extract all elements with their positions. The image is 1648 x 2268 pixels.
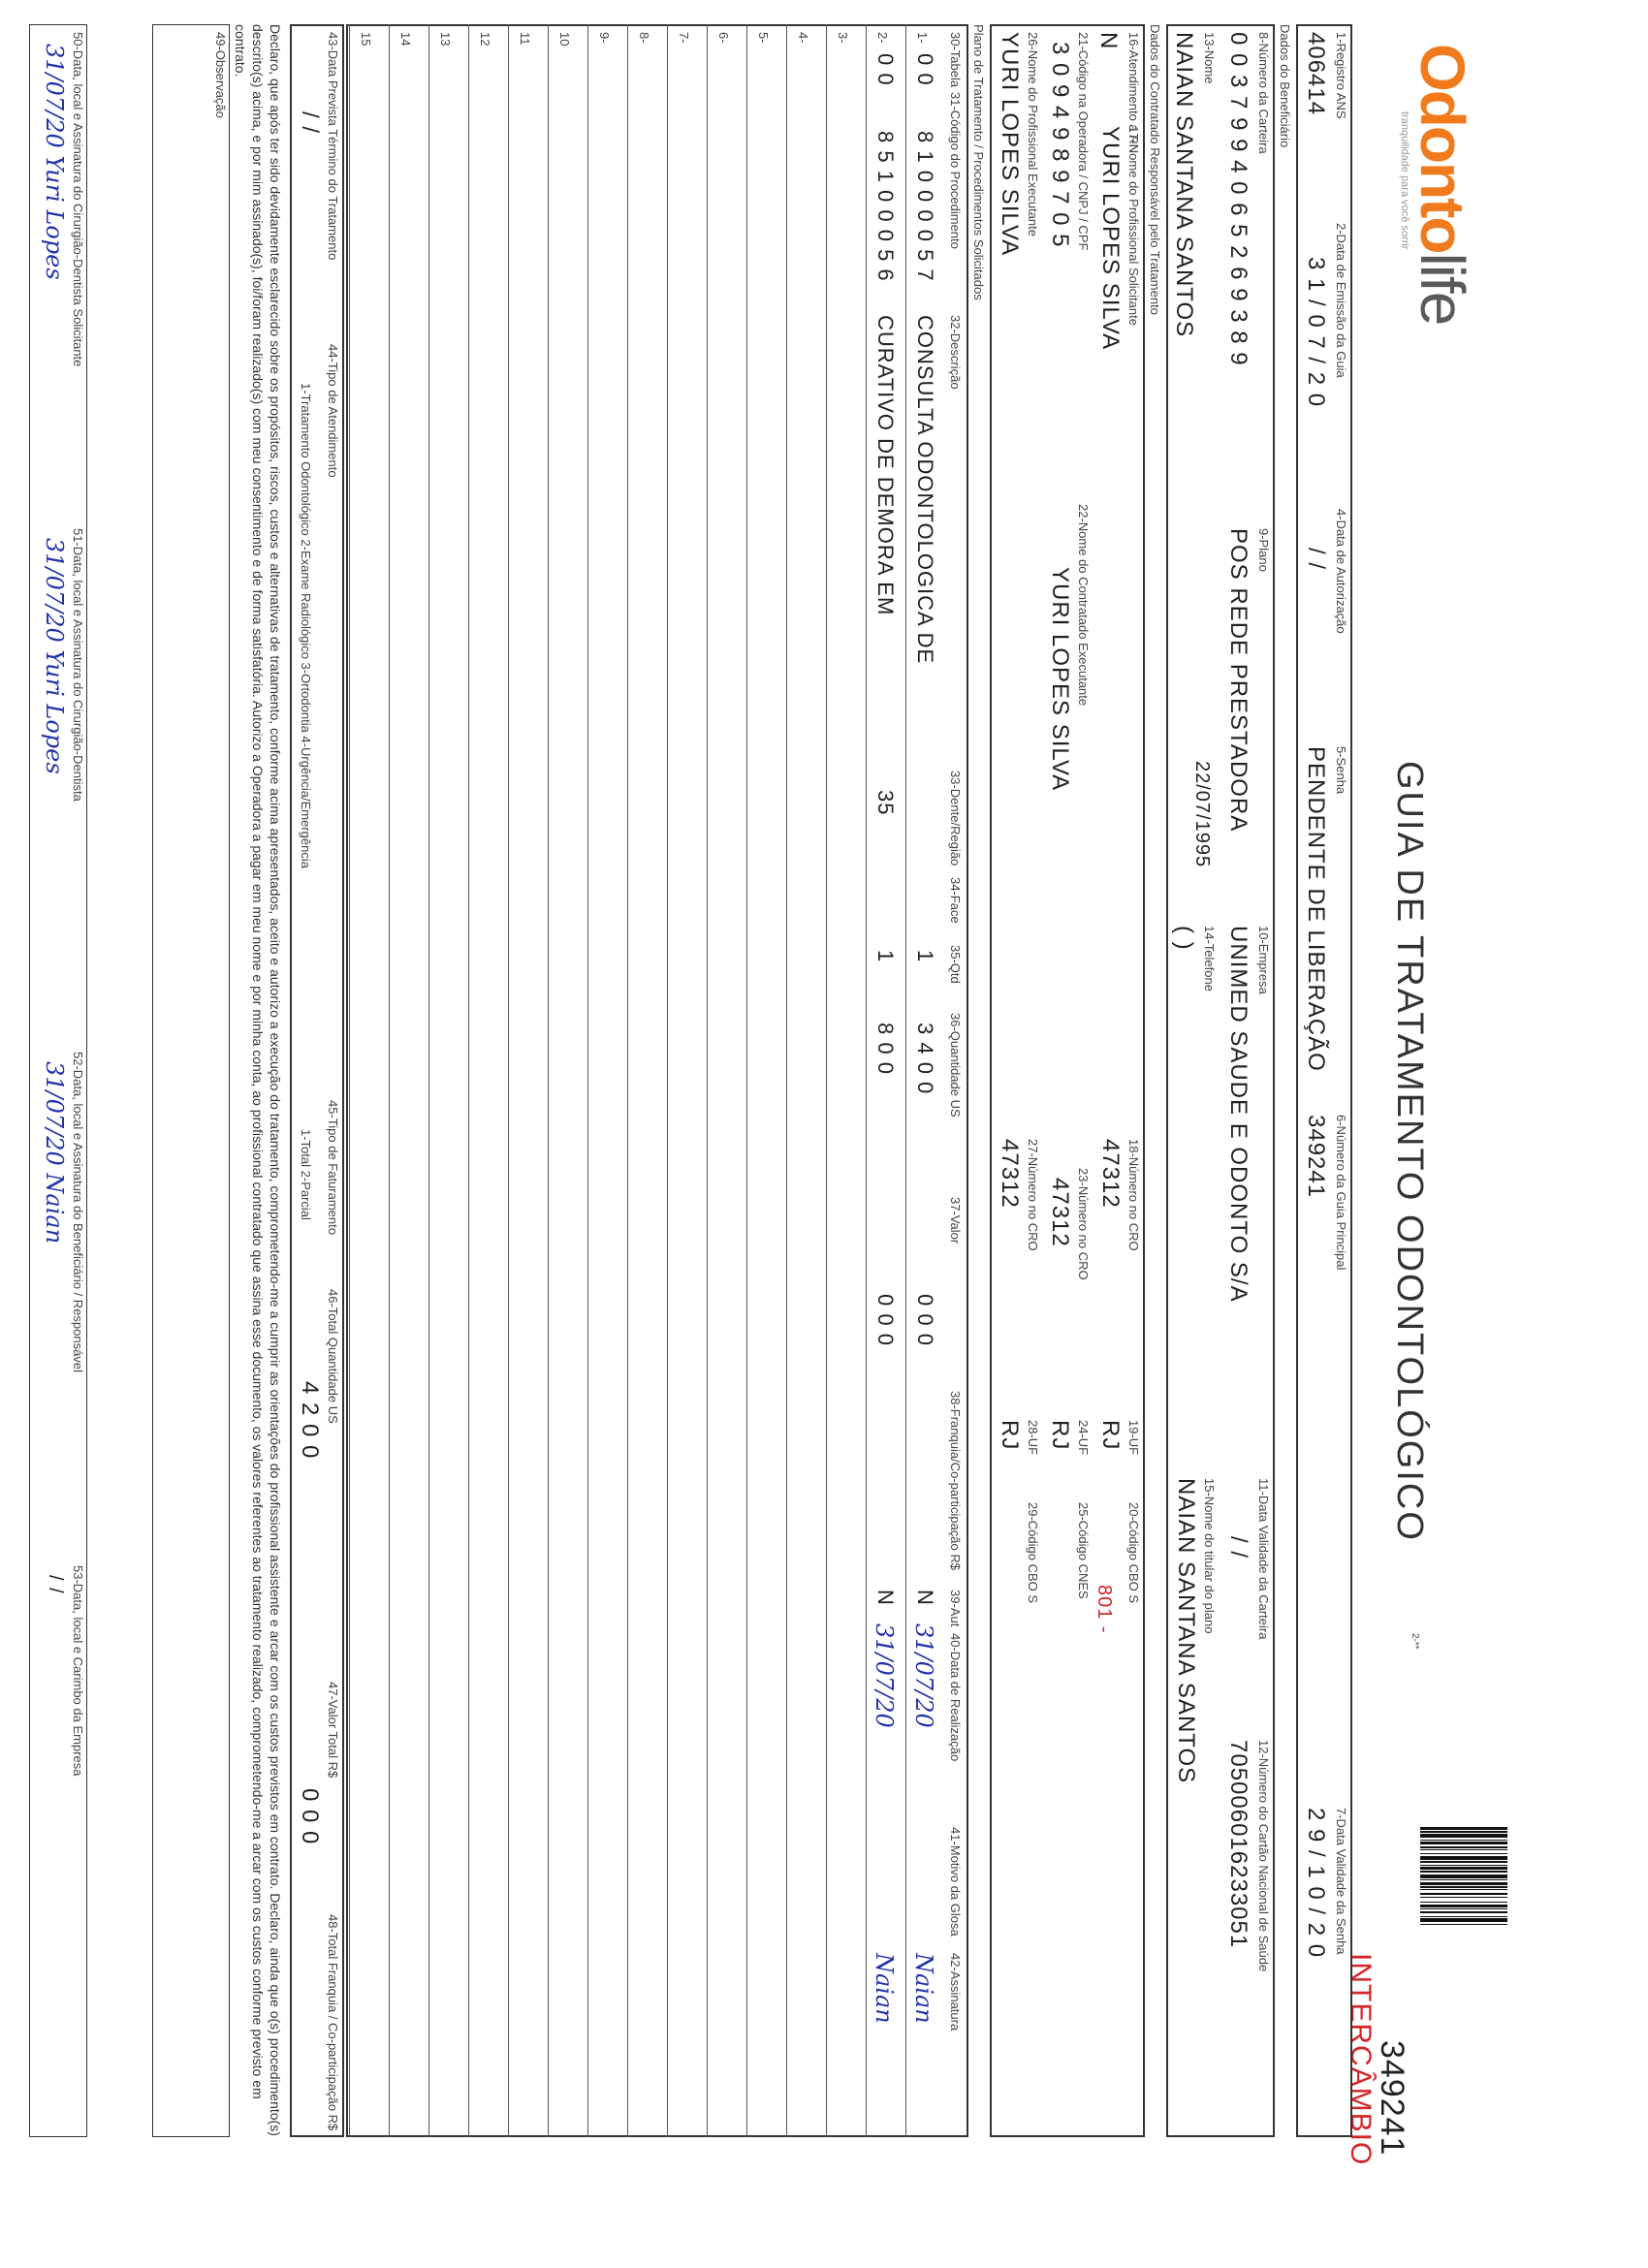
logo-tagline: tranquilidade para você sorrir [1399,111,1410,250]
birth-date[interactable]: 22/07/1995 [1191,761,1213,868]
assinatura-dentista-label: 51-Data, local e Assinatura do Cirurgião-Dentista [71,528,85,802]
assinatura-beneficiario[interactable]: 31/07/20 Naian [41,1061,68,1244]
cell-data[interactable]: 31/07/20 [871,1623,898,1728]
column-header: 31-Código do Procedimento [948,92,963,249]
barcode [1420,1827,1507,2137]
cell-n: 5- [756,32,771,44]
total-us-label: 46-Total Quantidade US [326,1289,340,1424]
validade-senha-label: 7-Data Validade da Senha [1334,1808,1348,1955]
cell-n: 15 [359,32,373,47]
valor-total-label: 47-Valor Total R$ [326,1682,340,1779]
company-logo: Odontolife [1408,44,1477,325]
telefone-value[interactable]: ( ) [1171,926,1197,951]
declaration-text: Declaro, que após ter sido devidamente esclarecido sobre os propósitos, riscos, custos e alternativas de tratamento, conforme acima apresentados, aceito e autorizo a execução do tratamento, comprometendo-me a cumprir as orientações do profissional assistente e arcar com os custos previstos em contrato. Declaro, ainda que o(s) procedimento(s) descrito(s) acima, e por mim assinado(s), foi/foram realizado(s) com meu consentimento e de forma satisfatória. Autorizo a Operadora a pagar em meu nome e por minha conta, ao profissional contratado que assina esse documento, os valores referentes ao tratamento realizado, comprometendo-me a arcar com os custos conforme previsto em contrato. [233,24,283,2136]
cbo-solicitante-label: 20-Código CBO S [1126,1502,1141,1604]
cell-sig[interactable]: Naian [871,1953,898,2024]
uf-profissional-label: 28-UF [1026,1420,1040,1456]
tipo-atendimento-options[interactable]: 1-Tratamento Odontológico 2-Exame Radiológico 3-Ortodontia 4-Urgência/Emergência [299,383,313,868]
cnpj-label: 21-Código na Operadora / CNPJ / CPF [1076,32,1091,251]
profissional-value[interactable]: YURI LOPES SILVA [997,32,1023,257]
table-row[interactable] [786,24,826,2137]
executante-label: 22-Nome do Contratado Executante [1076,504,1091,707]
cell-n: 3- [836,32,850,44]
table-row[interactable] [587,24,627,2137]
tipo-faturamento-options[interactable]: 1-Total 2-Parcial [299,1129,313,1220]
page-mark: 2-** [1410,1633,1420,1650]
cell-n: 12 [478,32,492,47]
cro-executante-value[interactable]: 47312 [1047,1178,1073,1247]
cns-label: 12-Número do Cartão Nacional de Saúde [1256,1740,1271,1972]
signature-row [29,24,87,2244]
telefone-label: 14-Telefone [1202,926,1217,992]
profissional-label: 26-Nome do Profissional Executante [1026,32,1040,237]
uf-solicitante-value[interactable]: RJ [1097,1420,1124,1451]
cell-qtd[interactable]: 1 [913,950,937,963]
data-emissao-label: 2-Data de Emissão da Guia [1334,223,1348,378]
cell-aut[interactable]: N [913,1590,937,1606]
validade-carteira-value[interactable]: / / [1225,1536,1252,1559]
guide-number: 349241 [1374,2040,1410,2157]
data-emissao-value[interactable]: 3 1 / 0 7 / 2 0 [1303,257,1329,408]
table-row[interactable] [746,24,786,2137]
empresa-label: 10-Empresa [1256,926,1271,994]
page-title: GUIA DE TRATAMENTO ODONTOLÓGICO [1389,761,1430,1542]
column-header: 41-Motivo da Glosa [948,1827,963,1937]
table-row[interactable] [627,24,667,2137]
cell-tabela[interactable]: 0 0 [913,53,937,86]
cro-profissional-value[interactable]: 47312 [997,1139,1023,1209]
cro-executante-label: 23-Número no CRO [1076,1168,1091,1280]
cell-us[interactable]: 8 0 0 [873,1023,898,1075]
solicitante-label: 17-Nome do Profissional Solicitante [1126,126,1141,326]
note-801: 801 - [1093,1585,1115,1634]
contractor-section-title: Dados do Contratado Responsável pelo Tratamento [1148,24,1162,315]
column-header: 38-Franquia/Co-participação R$ [948,1391,963,1570]
plano-value[interactable]: POS REDE PRESTADORA [1225,528,1252,833]
cell-valor[interactable]: 0 0 0 [873,1294,898,1346]
total-us-value[interactable]: 4 2 0 0 [297,1381,323,1460]
empresa-value[interactable]: UNIMED SAUDE E ODONTO S/A [1225,926,1252,1303]
uf-executante-label: 24-UF [1076,1420,1091,1456]
titular-label: 15-Nome do titular do plano [1202,1478,1217,1634]
cell-n: 14 [398,32,413,47]
table-row[interactable] [389,24,428,2137]
cell-n: 2- [875,32,890,44]
data-autorizacao-label: 4-Data de Autorização [1334,509,1348,634]
column-header: 30-Tabela [948,32,963,88]
carimbo-empresa-value[interactable]: / / [45,1575,66,1594]
observation-box [152,24,230,2137]
senha-value[interactable]: PENDENTE DE LIBERAÇÃO [1303,746,1329,1072]
table-row[interactable] [826,24,866,2137]
cell-us[interactable]: 3 4 0 0 [913,1023,937,1095]
cell-aut[interactable]: N [873,1590,898,1606]
cns-value[interactable]: 705006016233051 [1225,1740,1252,1949]
tipo-faturamento-label: 45-Tipo de Faturamento [326,1100,340,1235]
cnes-label: 25-Código CNES [1076,1502,1091,1599]
cell-tabela[interactable]: 0 0 [873,53,898,86]
executante-value[interactable]: YURI LOPES SILVA [1047,567,1073,792]
cro-profissional-label: 27-Número no CRO [1026,1139,1040,1251]
cbo-profissional-label: 29-Código CBO S [1026,1502,1040,1604]
plano-label: 9-Plano [1256,528,1271,572]
beneficiary-section-title: Dados do Beneficiário [1278,24,1292,148]
carteira-value[interactable]: 0 0 3 7 9 9 4 0 6 5 2 6 9 3 8 9 [1225,32,1252,366]
rn-label: 16-Atendimento a RN [1126,32,1141,154]
total-franquia-label: 48-Total Franquia / Co-participação R$ [326,1914,340,2131]
carimbo-empresa-label: 53-Data, local e Carimbo da Empresa [71,1565,85,1777]
uf-profissional-value[interactable]: RJ [997,1420,1023,1451]
cell-n: 4- [796,32,810,44]
assinatura-solicitante-label: 50-Data, local e Assinatura do Cirurgião-Dentista Solicitante [71,32,85,367]
registro-ans-label: 1-Registro ANS [1334,32,1348,119]
nome-value[interactable]: NAIAN SANTANA SANTOS [1171,32,1197,338]
cell-codigo[interactable]: 8 5 1 0 0 0 5 6 [873,131,898,282]
valor-total-value[interactable]: 0 0 0 [297,1788,323,1845]
column-header: 36-Quantidade US [948,1013,963,1118]
assinatura-solicitante[interactable]: 31/07/20 Yuri Lopes [41,44,68,280]
cell-codigo[interactable]: 8 1 0 0 0 0 5 7 [913,131,937,282]
data-autorizacao-value[interactable]: / / [1303,548,1329,571]
cell-data[interactable]: 31/07/20 [910,1623,937,1728]
cell-n: 8- [637,32,651,44]
table-row[interactable] [349,24,389,2137]
column-header: 40-Data de Realização [948,1633,963,1762]
column-header: 32-Descrição [948,315,963,390]
cell-n: 13 [438,32,453,47]
guia-principal-value[interactable]: 349241 [1303,1115,1329,1199]
cell-n: 10 [557,32,572,47]
cell-qtd[interactable]: 1 [873,950,898,963]
cell-n: 1- [915,32,930,44]
cell-descricao[interactable]: CONSULTA ODONTOLOGICA DE [913,315,937,665]
column-header: 35-Qtd [948,945,963,984]
rn-value[interactable]: N [1095,32,1122,50]
cell-n: 6- [716,32,731,44]
termino-value[interactable]: / / [297,111,323,135]
table-row[interactable] [548,24,587,2137]
column-header: 42-Assinatura [948,1953,963,2032]
observacao-label[interactable]: 49-Observação [213,32,228,118]
uf-executante-value[interactable]: RJ [1047,1420,1073,1451]
cell-dente[interactable]: 35 [873,790,898,816]
table-row[interactable] [667,24,707,2137]
uf-solicitante-label: 19-UF [1126,1420,1141,1456]
validade-senha-value[interactable]: 2 9 / 1 0 / 2 0 [1303,1808,1329,1959]
column-header: 37-Valor [948,1197,963,1244]
nome-label: 13-Nome [1202,32,1217,84]
guide-form [208,24,1507,2244]
registro-ans-value[interactable]: 406414 [1303,32,1329,116]
table-row[interactable] [508,24,548,2137]
cro-solicitante-label: 18-Número no CRO [1126,1139,1141,1251]
cell-descricao[interactable]: CURATIVO DE DEMORA EM [873,315,898,616]
table-row[interactable] [468,24,508,2137]
termino-label: 43-Data Prevista Término do Tratamento [326,32,340,261]
intercambio-badge: INTERCÂMBIO [1345,1953,1377,2166]
cnpj-value[interactable]: 3 0 9 4 9 8 9 7 0 5 [1047,42,1073,248]
cro-solicitante-value[interactable]: 47312 [1097,1139,1124,1209]
cell-n: 11 [518,32,532,46]
cell-sig[interactable]: Naian [910,1953,937,2024]
titular-value[interactable]: NAIAN SANTANA SANTOS [1173,1478,1199,1784]
tipo-atendimento-label: 44-Tipo de Atendimento [326,344,340,478]
cell-n: 7- [677,32,691,44]
assinatura-beneficiario-label: 52-Data, local e Assinatura do Beneficiário / Responsável [71,1052,85,1372]
validade-carteira-label: 11-Data Validade da Carteira [1256,1478,1271,1640]
table-row[interactable] [428,24,468,2137]
column-header: 33-Dente/Região [948,771,963,866]
assinatura-dentista[interactable]: 31/07/20 Yuri Lopes [41,538,68,774]
procedures-section-title: Plano de Tratamento / Procedimentos Solicitados [971,24,986,300]
column-header: 39-Aut [948,1590,963,1627]
table-row[interactable] [707,24,746,2137]
cell-n: 9- [597,32,612,44]
cell-valor[interactable]: 0 0 0 [913,1294,937,1346]
guia-principal-label: 6-Número da Guia Principal [1334,1115,1348,1271]
senha-label: 5-Senha [1334,746,1348,795]
column-header: 34-Face [948,877,963,924]
carteira-label: 8-Número da Carteira [1256,32,1271,154]
solicitante-value[interactable]: YURI LOPES SILVA [1097,126,1124,351]
